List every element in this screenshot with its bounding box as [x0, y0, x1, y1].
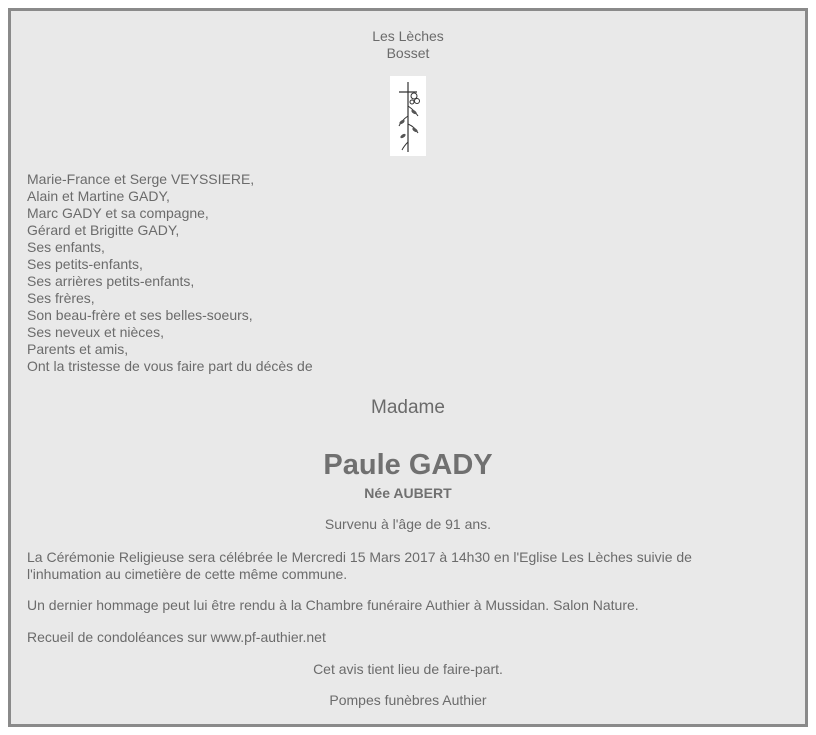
family-line: Ses petits-enfants, — [27, 256, 143, 272]
deceased-name: Paule GADY — [323, 449, 493, 481]
family-list — [27, 171, 313, 375]
honorific: Madame — [371, 397, 445, 418]
family-line: Gérard et Brigitte GADY, — [27, 222, 180, 238]
family-line: Alain et Martine GADY, — [27, 188, 170, 204]
family-line: Ont la tristesse de vous faire part du décès de — [27, 358, 313, 374]
hommage-text: Un dernier hommage peut lui être rendu à la Chambre funéraire Authier à Mussidan. Salon Nature. — [27, 597, 639, 613]
family-line: Parents et amis, — [27, 341, 129, 357]
location-line-1: Les Lèches — [372, 28, 444, 44]
ceremony-text: La Cérémonie Religieuse sera célébrée le Mercredi 15 Mars 2017 à 14h30 en l'Eglise Les Lèches suivie de l'inhumation au cimetière de cette même commune. — [27, 549, 692, 582]
faire-part-text: Cet avis tient lieu de faire-part. — [313, 661, 503, 677]
location-line-2: Bosset — [386, 45, 430, 61]
family-line: Marc GADY et sa compagne, — [27, 205, 209, 221]
obituary-card — [8, 8, 808, 727]
family-line: Ses enfants, — [27, 239, 105, 255]
family-line: Ses neveux et nièces, — [27, 324, 164, 340]
condolences-text: Recueil de condoléances sur www.pf-authier.net — [27, 629, 326, 645]
maiden-name: Née AUBERT — [364, 485, 452, 501]
age-line: Survenu à l'âge de 91 ans. — [324, 516, 492, 532]
family-line: Son beau-frère et ses belles-soeurs, — [27, 307, 253, 323]
cross-with-flowers-icon — [390, 76, 426, 156]
family-line: Marie-France et Serge VEYSSIERE, — [27, 171, 255, 187]
family-line: Ses arrières petits-enfants, — [27, 273, 195, 289]
funeral-home: Pompes funèbres Authier — [329, 692, 487, 708]
family-line: Ses frères, — [27, 290, 95, 306]
